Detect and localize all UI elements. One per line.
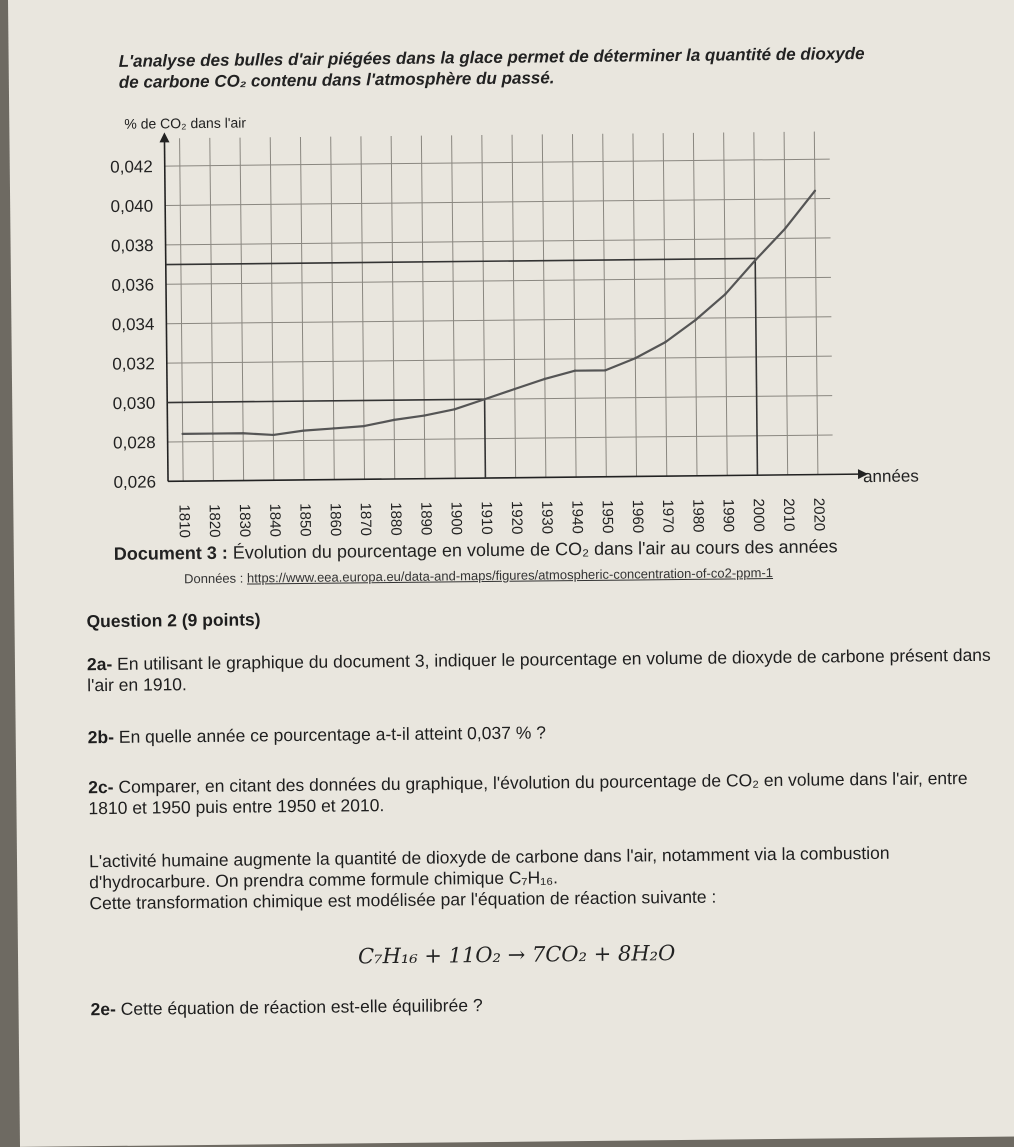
question-2c	[88, 768, 998, 820]
y-tick-label: 0,026	[113, 472, 157, 492]
grid-line-vertical	[210, 138, 214, 481]
x-axis	[168, 474, 858, 481]
grid-line-vertical	[512, 135, 516, 478]
reaction-equation: C₇H₁₆ + 11O₂ → 7CO₂ + 8H₂O	[357, 941, 676, 969]
y-tick-label: 0,028	[112, 433, 156, 453]
grid-line-vertical	[603, 134, 607, 477]
x-tick-label: 1880	[387, 502, 405, 536]
q2b-text: En quelle année ce pourcentage a-t-il atteint 0,037 % ?	[113, 722, 547, 747]
grid-line-vertical	[633, 133, 637, 476]
y-tick-label: 0,038	[110, 236, 154, 256]
grid-line-vertical	[361, 136, 365, 479]
reading-guide-horizontal	[166, 258, 755, 264]
grid-line-vertical	[391, 136, 395, 479]
x-tick-label: 1960	[628, 499, 647, 534]
grid-line-vertical	[421, 136, 425, 479]
y-tick-label: 0,042	[110, 157, 153, 177]
y-axis	[164, 134, 168, 481]
x-tick-label: 1820	[205, 504, 224, 538]
y-tick-label: 0,040	[110, 196, 154, 217]
grid-line-horizontal	[166, 238, 831, 245]
q2e-text: Cette équation de réaction est-elle équilibrée ?	[115, 995, 483, 1019]
x-axis-label: années	[862, 466, 919, 487]
question-title: Question 2 (9 points)	[86, 609, 261, 632]
y-axis-arrow	[159, 132, 169, 142]
q2e-label: 2e-	[90, 998, 116, 1020]
grid-line-vertical	[180, 138, 184, 481]
q2a-text: En utilisant le graphique du document 3, indiquer le pourcentage en volume de dioxyde de carbone présent dans l'air en 1910.	[87, 644, 991, 696]
x-tick-label: 1850	[296, 503, 314, 537]
context-text: L'activité humaine augmente la quantité de dioxyde de carbone dans l'air, notamment via la combustion d'hydrocarbure. On prendra comme formule chimique C₇H₁₆.	[88, 842, 890, 893]
q2b-label: 2b-	[87, 726, 115, 748]
y-axis-label: % de CO₂ dans l'air	[124, 114, 247, 132]
q2a-label: 2a-	[86, 653, 113, 675]
grid-line-vertical	[240, 138, 244, 481]
grid-line-vertical	[784, 132, 788, 475]
x-tick-label: 1950	[598, 499, 616, 534]
caption-text: Évolution du pourcentage en volume de CO₂ dans l'air au cours des années	[227, 536, 838, 563]
data-source	[184, 565, 773, 586]
grid-line-vertical	[693, 133, 697, 476]
x-tick-label: 1930	[538, 500, 556, 535]
grid-line-vertical	[300, 137, 304, 480]
x-tick-label: 2010	[779, 498, 798, 532]
x-tick-label: 1840	[266, 503, 284, 538]
x-tick-label: 1890	[417, 501, 435, 536]
intro-text	[119, 42, 979, 93]
source-link[interactable]: https://www.eea.europa.eu/data-and-maps/figures/atmospheric-concentration-of-co2-ppm-1	[246, 565, 774, 586]
intro-line-1: L'analyse des bulles d'air piégées dans la glace permet de déterminer la quantité de dioxyde	[118, 44, 865, 71]
grid-line-horizontal	[165, 199, 830, 206]
reading-guide-horizontal	[167, 399, 484, 402]
question-2b	[88, 718, 998, 749]
x-tick-label: 1810	[175, 504, 193, 538]
x-tick-label: 1870	[356, 502, 375, 537]
grid-line-vertical	[270, 137, 274, 480]
y-tick-label: 0,036	[111, 275, 155, 295]
reading-guide-vertical	[755, 258, 757, 475]
x-tick-label: 1910	[477, 501, 496, 535]
y-tick-label: 0,032	[112, 354, 155, 374]
worksheet-page	[8, 0, 1014, 1147]
grid-line-vertical	[814, 132, 818, 475]
x-tick-label: 1920	[507, 500, 526, 535]
x-tick-label: 2020	[810, 497, 828, 532]
grid-line-vertical	[452, 135, 456, 478]
caption-label: Document 3 :	[113, 542, 228, 564]
x-tick-label: 2000	[749, 498, 768, 532]
q2c-text: Comparer, en citant des données du graphique, l'évolution du pourcentage de CO₂ en volume dans l'air, entre 1810 et 1950 puis entre 1950 et 2010.	[88, 767, 968, 819]
grid-line-vertical	[542, 134, 546, 477]
y-tick-label: 0,034	[111, 314, 155, 335]
grid-line-horizontal	[166, 277, 831, 284]
grid-line-vertical	[573, 134, 577, 477]
grid-line-horizontal	[167, 356, 832, 363]
x-tick-label: 1980	[689, 499, 707, 533]
context-paragraph	[89, 842, 1000, 915]
source-label: Données :	[183, 570, 248, 587]
equation-intro: Cette transformation chimique est modélisée par l'équation de réaction suivante :	[89, 886, 717, 914]
grid-line-horizontal	[166, 317, 831, 324]
grid-line-vertical	[724, 133, 728, 476]
question-2e	[90, 990, 1000, 1021]
q2c-label: 2c-	[88, 776, 114, 798]
y-tick-label: 0,030	[112, 393, 156, 414]
x-tick-label: 1970	[659, 499, 677, 533]
question-2a	[87, 645, 997, 697]
x-tick-label: 1990	[719, 498, 737, 533]
x-tick-label: 1900	[447, 501, 465, 536]
grid-line-vertical	[663, 133, 667, 476]
co2-line-chart	[69, 98, 944, 547]
grid-line-horizontal	[165, 159, 830, 166]
x-tick-label: 1830	[235, 503, 254, 538]
intro-line-2: de carbone CO₂ contenu dans l'atmosphère du passé.	[118, 68, 555, 92]
grid-line-horizontal	[168, 435, 833, 442]
x-tick-label: 1860	[326, 502, 344, 537]
x-tick-label: 1940	[568, 500, 586, 534]
reading-guide-vertical	[485, 399, 486, 478]
